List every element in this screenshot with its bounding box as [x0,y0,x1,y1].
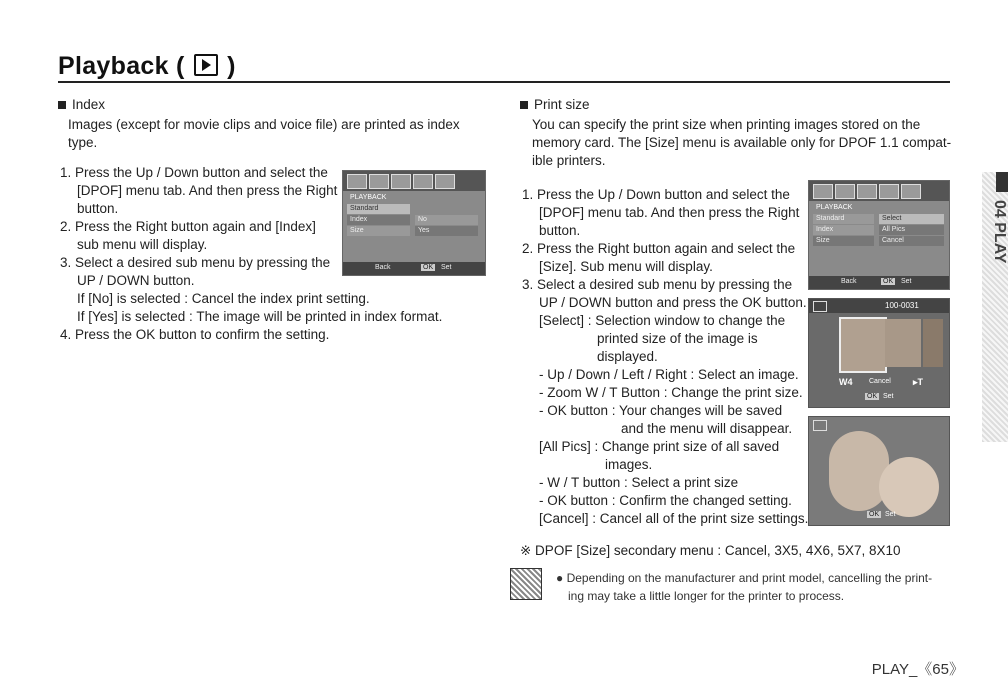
index-step-3: 3. Select a desired sub menu by pressing the [60,255,331,270]
note-line-1: ● Depending on the manufacturer and print model, cancelling the print- [556,571,933,585]
display-icon [879,184,899,199]
chapter-label: 04 PLAY [991,200,1008,264]
sound-icon [391,174,411,189]
zoom-t-text: T [917,377,924,387]
lcd-row-standard: Standard [813,214,874,224]
print-step-1b: [DPOF] menu tab. And then press the Right [539,205,800,220]
lcd-ok-label: OK [423,264,434,271]
title-rule [58,81,950,83]
thumbnail-2 [885,319,921,367]
page-title-close: ) [219,52,236,80]
lcd-row-index-value: No [415,215,478,225]
zoom-t-label: ▸T [913,377,924,387]
index-step-2: 2. Press the Right button again and [Index] [60,219,316,234]
print-step-3b: UP / DOWN button and press the OK button. [539,295,807,310]
photo-set-label: Set [885,511,896,518]
thumbnail-1 [839,317,887,373]
index-yes-option: If [Yes] is selected : The image will be printed in index format. [77,309,443,324]
lcd-tab-label: PLAYBACK [816,204,853,211]
display-icon [413,174,433,189]
page-title-text: Playback ( [58,52,192,80]
zoom-w-label: W4 [839,377,853,387]
photo-ok-label: OK [867,393,878,400]
index-heading-text: Index [72,97,106,112]
all-pics-option: [All Pics] : Change print size of all saved [539,439,780,454]
all-pics-option-b: images. [605,457,653,472]
page-number: PLAY_《65》 [871,661,964,678]
print-step-1c: button. [539,223,581,238]
note-line-2: ing may take a little longer for the printer to process. [568,589,845,603]
print-step-2b: [Size]. Sub menu will display. [539,259,713,274]
bullet-square-icon [58,101,66,109]
index-step-3b: UP / DOWN button. [77,273,195,288]
index-step-1b: [DPOF] menu tab. And then press the Right [77,183,338,198]
camera-icon [813,184,833,199]
lcd-row-size-value: Yes [415,226,478,236]
index-lcd-screenshot [342,170,486,276]
all-pics-screenshot [808,416,950,526]
child-face-1 [829,431,889,511]
secondary-menu-note: ※ DPOF [Size] secondary menu : Cancel, 3X5, 4X6, 5X7, 8X10 [520,543,901,558]
index-heading [58,96,105,114]
select-zoom: - Zoom W / T Button : Change the print size. [539,385,803,400]
lcd-ok-label: OK [883,278,894,285]
select-dpad: - Up / Down / Left / Right : Select an image. [539,367,799,382]
play-icon [194,54,218,76]
photo-ok-label: OK [869,511,880,518]
play-mode-icon [813,420,827,431]
note-pencil-icon [510,568,542,600]
print-intro-3: ible printers. [532,153,606,168]
index-no-option: If [No] is selected : Cancel the index print setting. [77,291,370,306]
select-option: [Select] : Selection window to change the [539,313,786,328]
cancel-label: Cancel [869,378,891,385]
lcd-row-index: Index [347,215,410,225]
select-ok-b: and the menu will disappear. [621,421,793,436]
index-step-2b: sub menu will display. [77,237,208,252]
lcd-bottom-bar [343,262,485,275]
index-step-4: 4. Press the OK button to confirm the setting. [60,327,330,342]
play-mode-icon [813,301,827,312]
lcd-back-label: Back [375,264,391,271]
lcd-tab-bar [343,171,485,191]
print-intro-1: You can specify the print size when printing images stored on the [532,117,921,132]
all-pics-wt: - W / T button : Select a print size [539,475,739,490]
print-size-heading [520,96,590,114]
lcd-tab-bar [809,181,949,201]
lcd-row-all-pics: All Pics [879,225,944,235]
all-pics-ok: - OK button : Confirm the changed setting. [539,493,792,508]
sound-icon [857,184,877,199]
index-step-1c: button. [77,201,119,216]
print-size-heading-text: Print size [534,97,590,112]
file-number: 100-0031 [885,301,919,310]
settings-icon [901,184,921,199]
index-intro-2: type. [68,135,98,150]
lcd-set-label: Set [901,278,912,285]
cancel-option: [Cancel] : Cancel all of the print size settings. [539,511,809,526]
print-intro-2: memory card. The [Size] menu is available only for DPOF 1.1 compat- [532,135,952,150]
size-lcd-screenshot [808,180,950,290]
lcd-row-size: Size [347,226,410,236]
lcd-row-select: Select [879,214,944,224]
photo-set-label: Set [883,393,894,400]
select-ok: - OK button : Your changes will be saved [539,403,783,418]
lcd-row-index: Index [813,225,874,235]
play-icon [835,184,855,199]
lcd-tab-label: PLAYBACK [350,194,387,201]
index-intro-1: Images (except for movie clips and voice file) are printed as index [68,117,460,132]
select-window-screenshot [808,298,950,408]
print-step-3: 3. Select a desired sub menu by pressing the [522,277,793,292]
lcd-row-size: Size [813,236,874,246]
bullet-square-icon [520,101,528,109]
child-face-2 [879,457,939,517]
index-step-1: 1. Press the Up / Down button and select the [60,165,328,180]
lcd-row-cancel: Cancel [879,236,944,246]
page-title [58,52,236,81]
photo-top-bar [809,299,949,313]
print-step-1: 1. Press the Up / Down button and select the [522,187,790,202]
select-option-b: printed size of the image is [597,331,758,346]
lcd-bottom-bar [809,276,949,289]
print-step-2: 2. Press the Right button again and select the [522,241,796,256]
thumbnail-3 [923,319,943,367]
settings-icon [435,174,455,189]
lcd-set-label: Set [441,264,452,271]
select-option-c: displayed. [597,349,658,364]
camera-icon [347,174,367,189]
play-icon [369,174,389,189]
lcd-row-standard: Standard [347,204,410,214]
lcd-back-label: Back [841,278,857,285]
